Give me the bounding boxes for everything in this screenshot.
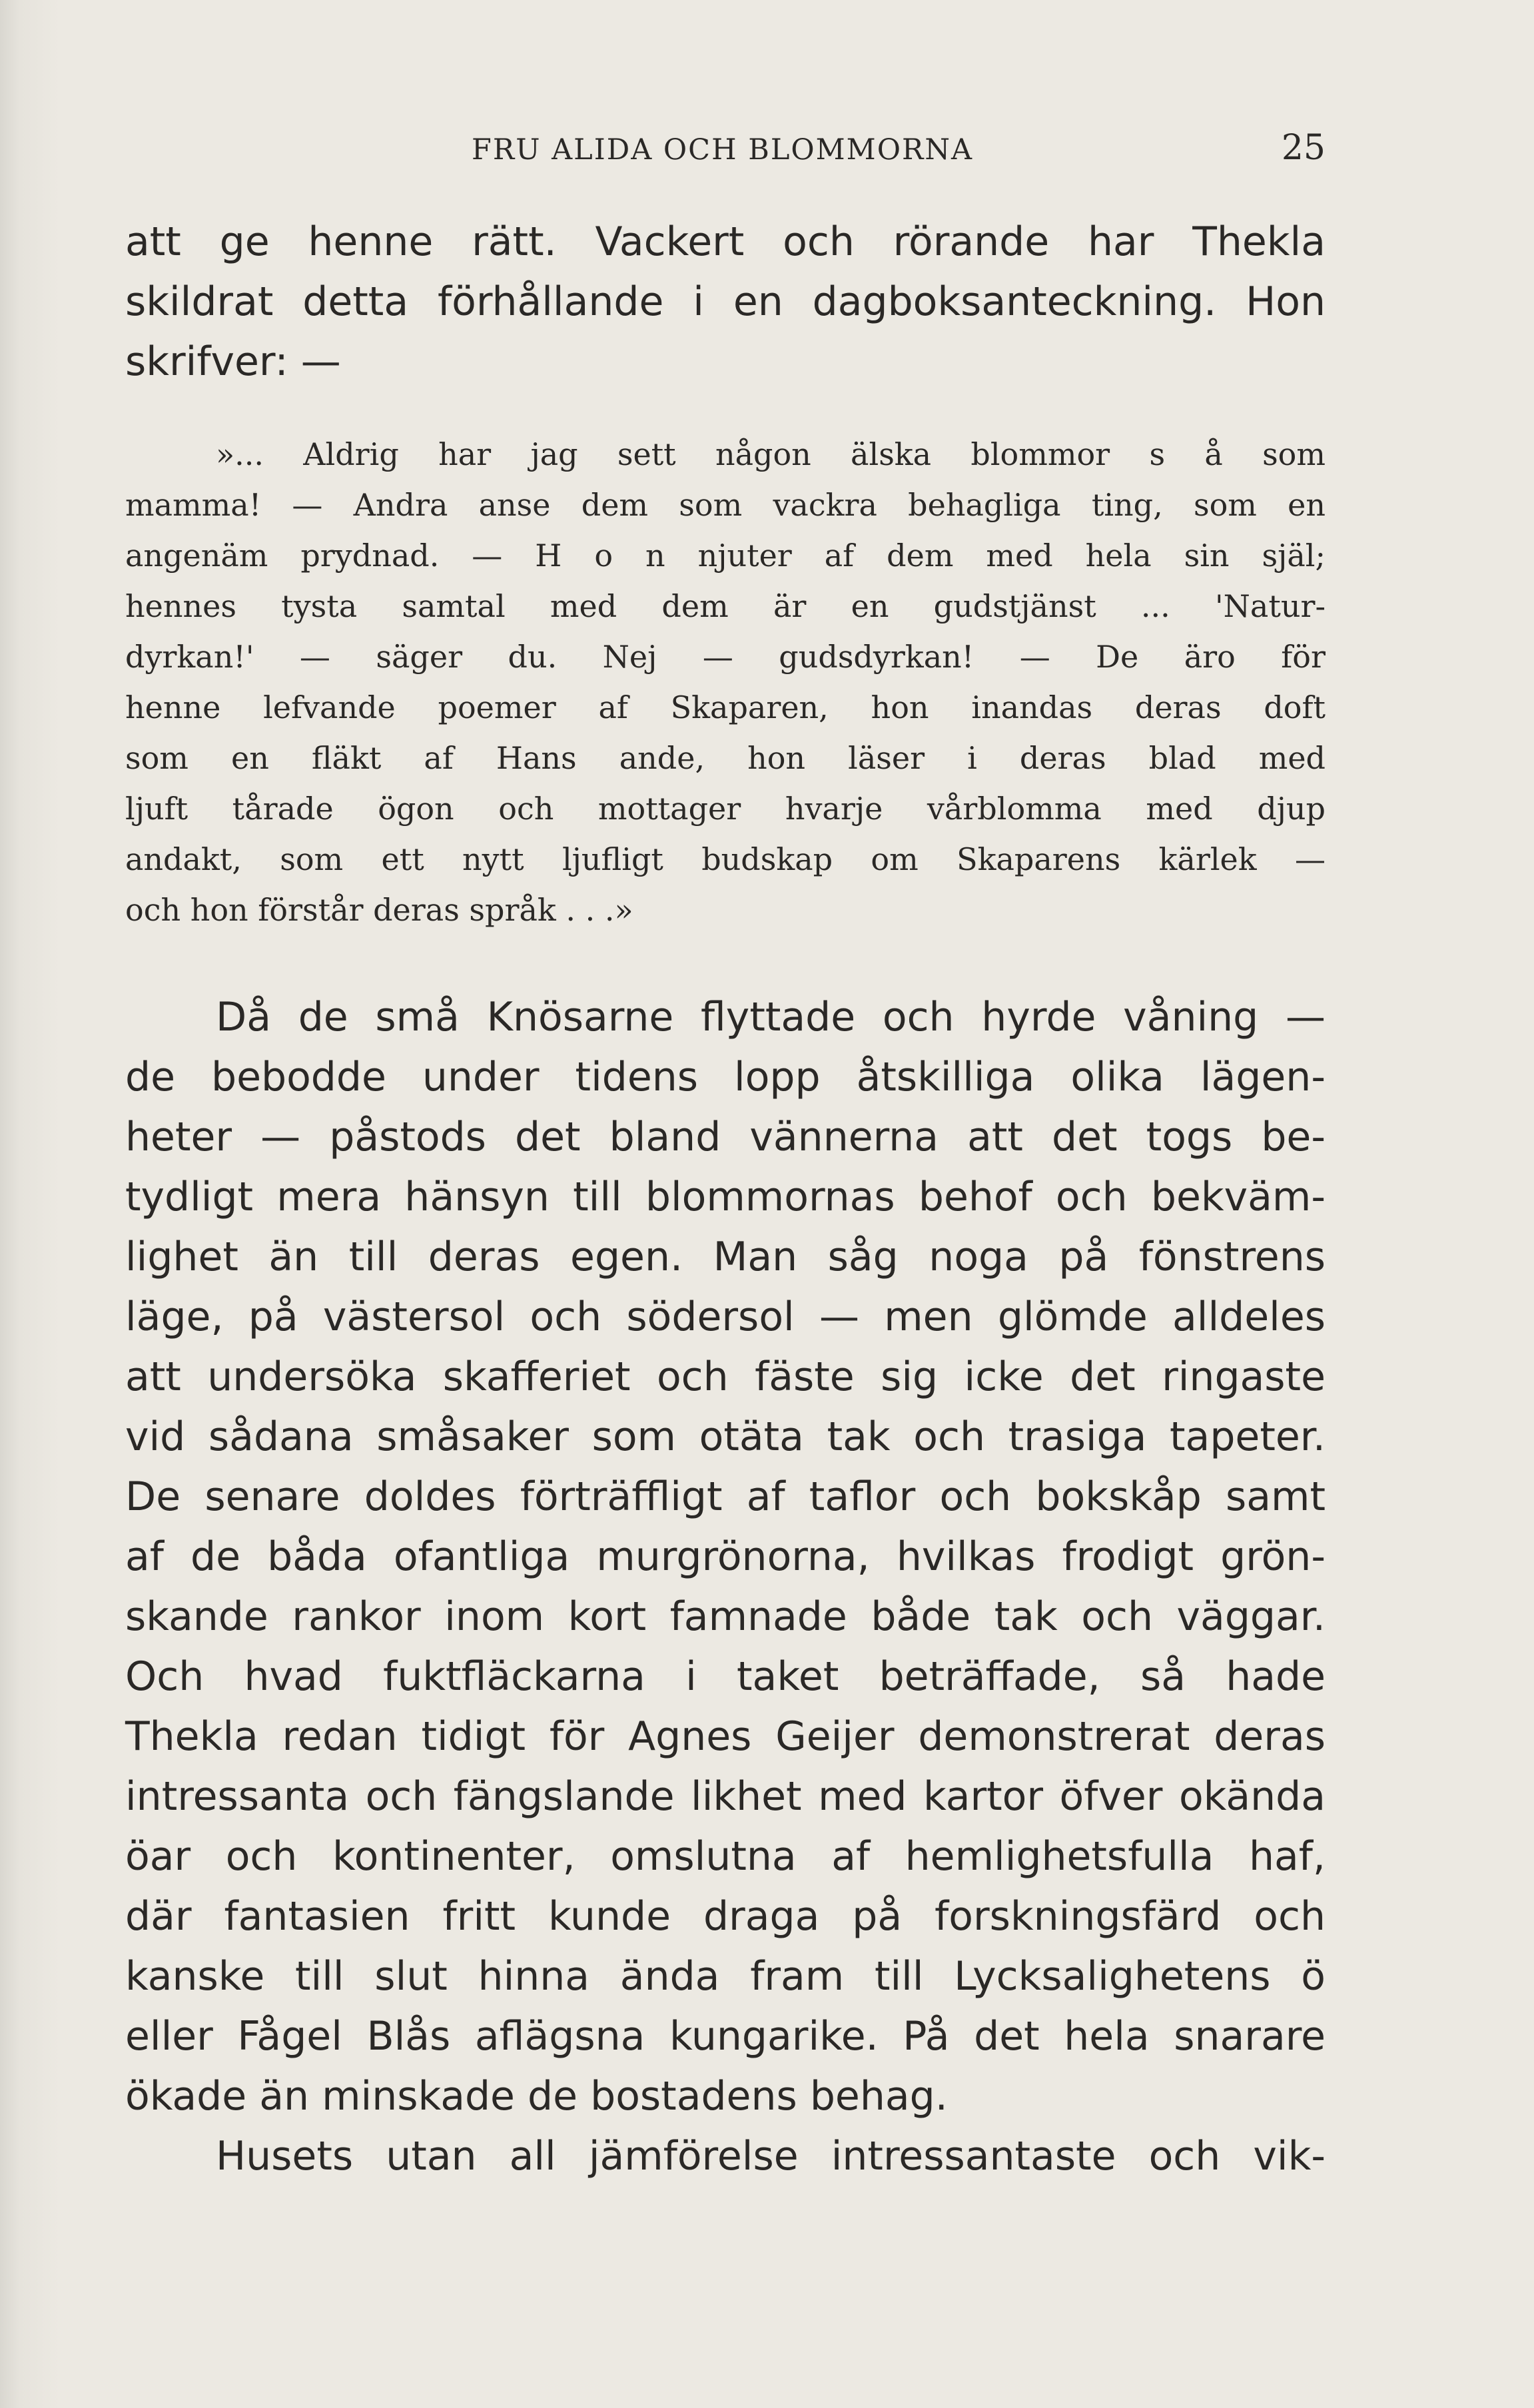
quote-line: som en fläkt af Hans ande, hon läser i deras blad med [125,740,1326,776]
text-line: att undersöka skafferiet och fäste sig icke det ringaste [125,1354,1326,1400]
running-title: FRU ALIDA OCH BLOMMORNA [472,133,974,167]
quote-line: och hon förstår deras språk . . .» [125,892,633,928]
text-line: att ge henne rätt. Vackert och rörande har Thekla [125,218,1326,265]
text-line: skande rankor inom kort famnade både tak och väggar. [125,1593,1326,1640]
text-line: Husets utan all jämförelse intressantaste och vik- [216,2133,1326,2180]
quote-line: ljuft tårade ögon och mottager hvarje vårblomma med djup [125,791,1326,827]
quote-line: henne lefvande poemer af Skaparen, hon inandas deras doft [125,689,1326,725]
text-line: öar och kontinenter, omslutna af hemlighetsfulla haf, [125,1833,1326,1880]
text-line: Och hvad fuktfläckarna i taket beträffade, så hade [125,1653,1326,1700]
page-number: 25 [1281,128,1326,168]
main-paragraph [125,987,1326,2186]
quote-line: hennes tysta samtal med dem är en gudstjänst ... 'Natur- [125,588,1326,624]
text-line: intressanta och fängslande likhet med kartor öfver okända [125,1773,1326,1820]
quote-line: angenäm prydnad. — H o n njuter af dem med hela sin själ; [125,538,1326,574]
text-line: kanske till slut hinna ända fram till Lycksalighetens ö [125,1953,1326,2000]
text-line: lighet än till deras egen. Man såg noga på fönstrens [125,1234,1326,1280]
intro-paragraph [125,212,1326,392]
text-line: tydligt mera hänsyn till blommornas behof och bekväm- [125,1174,1326,1220]
quote-line: »... Aldrig har jag sett någon älska blommor s å som [216,436,1326,472]
text-line: heter — påstods det bland vännerna att det togs be- [125,1114,1326,1160]
text-line: vid sådana småsaker som otäta tak och trasiga tapeter. [125,1413,1326,1460]
text-line: läge, på västersol och södersol — men glömde alldeles [125,1294,1326,1340]
quote-line: mamma! — Andra anse dem som vackra behagliga ting, som en [125,487,1326,523]
text-line: eller Fågel Blås aflägsna kungarike. På det hela snarare [125,2013,1326,2060]
text-line: af de båda ofantliga murgrönorna, hvilkas frodigt grön- [125,1533,1326,1580]
diary-quote [125,429,1326,935]
text-line: De senare doldes förträffligt af taflor och bokskåp samt [125,1473,1326,1520]
text-line: Thekla redan tidigt för Agnes Geijer demonstrerat deras [125,1713,1326,1760]
text-line: där fantasien fritt kunde draga på forskningsfärd och [125,1893,1326,1940]
page-header [125,128,1326,175]
text-line: skildrat detta förhållande i en dagboksanteckning. Hon [125,278,1326,325]
text-line: Då de små Knösarne flyttade och hyrde våning — [216,994,1326,1040]
text-line: ökade än minskade de bostadens behag. [125,2073,948,2120]
quote-line: andakt, som ett nytt ljufligt budskap om Skaparens kärlek — [125,841,1326,877]
text-line: de bebodde under tidens lopp åtskilliga olika lägen- [125,1054,1326,1100]
quote-line: dyrkan!' — säger du. Nej — gudsdyrkan! — De äro för [125,639,1326,675]
text-line: skrifver: — [125,338,341,385]
